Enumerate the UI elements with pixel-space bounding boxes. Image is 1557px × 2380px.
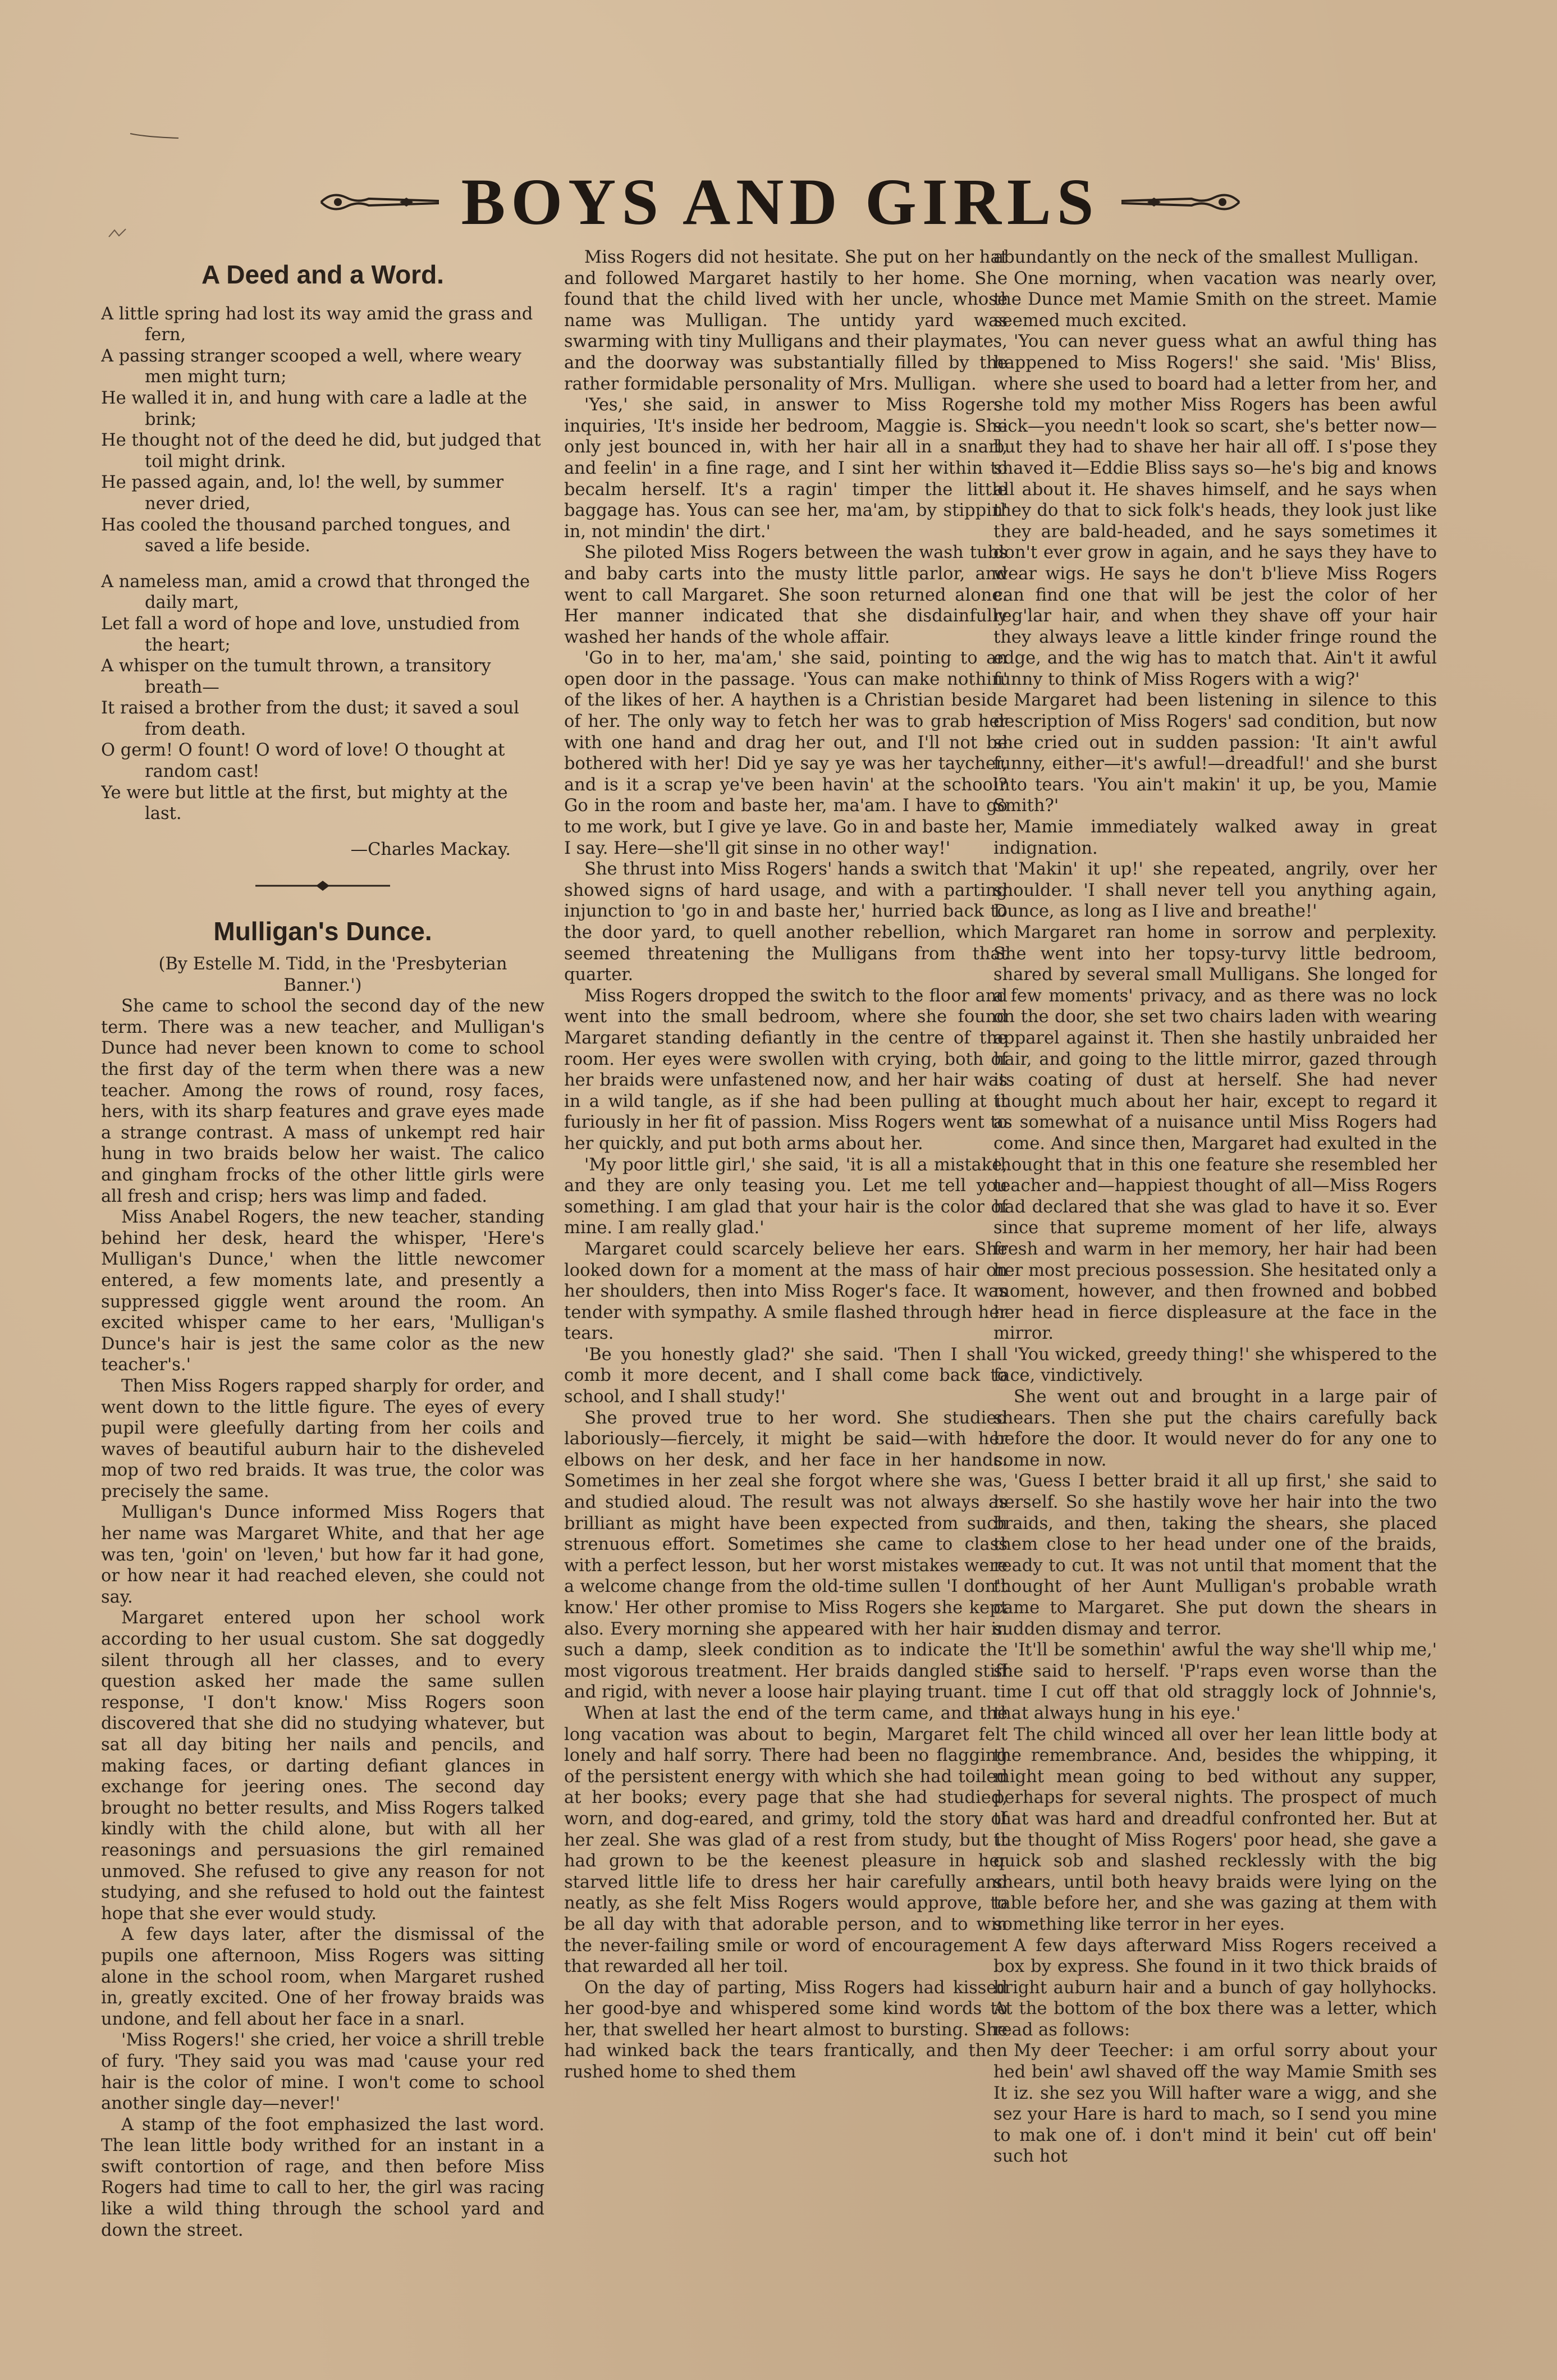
column-3: [993, 247, 1437, 2358]
story-title: Mulligan's Dunce.: [213, 917, 432, 946]
story-paragraph: Miss Rogers dropped the switch to the floor and went into the small bedroom, where she found Margaret standing defiantly in the centre of the room. Her eyes were swollen with crying, both of her braids were unfastened now, and her hair was in a wild tangle, as if she had been pulling at it furiously in her fit of passion. Miss Rogers went to her quickly, and put both arms about her.: [564, 986, 1008, 1154]
story-paragraph: 'My poor little girl,' she said, 'it is all a mistake, and they are only teasing you. Let me tell you something. I am glad that your hair is the color of mine. I am really glad.': [564, 1155, 1008, 1238]
story-paragraph: A few days later, after the dismissal of the pupils one afternoon, Miss Rogers was sitting alone in the school room, when Margaret rushed in, greatly excited. One of her froway braids was undone, and fell about her face in a snarl.: [101, 1925, 544, 2029]
right-flourish-ornament: [1116, 185, 1245, 219]
story-paragraph: 'You can never guess what an awful thing has happened to Miss Rogers!' she said. 'Mis' Bliss, where she used to board had a letter from her, and she told my mother Miss Rogers has been awful sick—you needn't look so scart, she's better now—but they had to shave her hair all off. I s'pose they shaved it—Eddie Bliss says so—he's big and knows all about it. He shaves himself, and he says when they do that to sick folk's heads, they look just like they are bald-headed, and he says sometimes it don't ever grow in again, and he says they have to wear wigs. He says he don't b'lieve Miss Rogers can find one that will be jest the color of her reg'lar hair, and when they shave off your hair they always leave a little kinder fringe round the edge, and the wig has to match that. Ain't it awful funny to think of Miss Rogers with a wig?': [993, 332, 1437, 689]
story-paragraph: 'Miss Rogers!' she cried, her voice a shrill treble of fury. 'They said you was mad 'cause your red hair is the color of mine. I won't come to school another single day—never!': [101, 2030, 544, 2114]
poem-stanza-2: [101, 571, 544, 825]
story-paragraph: She thrust into Miss Rogers' hands a switch that showed signs of hard usage, and with a parting injunction to 'go in and baste her,' hurried back to the door yard, to quell another rebellion, which seemed threatening the Mulligans from that quarter.: [564, 859, 1008, 985]
story-paragraph: My deer Teecher: i am orful sorry about your hed bein' awl shaved off the way Mamie Smith ses It iz. she sez you Will hafter ware a wigg, and she sez your Hare is hard to mach, so I send you mine to mak one of. i don't mind it bein' cut off bein' such hot: [993, 2041, 1437, 2167]
poem-line: He passed again, and, lo! the well, by summer never dried,: [101, 473, 504, 514]
left-flourish-ornament: [315, 185, 445, 219]
story-paragraph: Margaret ran home in sorrow and perplexity. She went into her topsy-turvy little bedroom, shared by several small Mulligans. She longed for a few moments' privacy, and as there was no lock on the door, she set two chairs laden with wearing apparel against it. Then she hastily unbraided her hair, and going to the little mirror, gazed through its coating of dust at herself. She had never thought much about her hair, except to regard it as somewhat of a nuisance until Miss Rogers had come. And since then, Margaret had exulted in the thought that in this one feature she resembled her teacher and—happiest thought of all—Miss Rogers had declared that she was glad to have it so. Ever since that supreme moment of her life, always fresh and warm in her memory, her hair had been her most precious possession. She hesitated only a moment, however, and then frowned and bobbed her head in fierce displeasure at the face in the mirror.: [993, 923, 1437, 1344]
story-paragraph: When at last the end of the term came, and the long vacation was about to begin, Margaret felt lonely and half sorry. There had been no flagging of the persistent energy with which she had toiled at her books; every page that she had studied, worn, and dog-eared, and grimy, told the story of her zeal. She was glad of a rest from study, but it had grown to be the keenest pleasure in her starved little life to dress her hair carefully and neatly, as she felt Miss Rogers would approve, to be all day with that adorable person, and to win the never-failing smile or word of encouragement that rewarded all her toil.: [564, 1703, 1008, 1977]
section-divider-ornament: [250, 879, 396, 893]
poem-stanza-1: [101, 304, 544, 557]
poem-title: A Deed and a Word.: [202, 260, 444, 289]
story-paragraph: 'Guess I better braid it all up first,' she said to herself. So she hastily wove her hair into the two braids, and then, taking the shears, she placed them close to her head under one of the braids, ready to cut. It was not until that moment that the thought of her Aunt Mulligan's probable wrath came to Margaret. She put down the shears in sudden dismay and terror.: [993, 1471, 1437, 1639]
story-paragraph: Mamie immediately walked away in great indignation.: [993, 817, 1437, 858]
poem-line: O germ! O fount! O word of love! O thought at random cast!: [101, 740, 505, 782]
story-paragraph: One morning, when vacation was nearly over, the Dunce met Mamie Smith on the street. Mamie seemed much excited.: [993, 268, 1437, 331]
story-paragraph: Miss Rogers did not hesitate. She put on her hat and followed Margaret hastily to her home. She found that the child lived with her uncle, whose name was Mulligan. The untidy yard was swarming with tiny Mulligans and their playmates, and the doorway was substantially filled by the rather formidable personality of Mrs. Mulligan.: [564, 248, 1008, 394]
story-paragraph: She proved true to her word. She studied laboriously—fiercely, it might be said—with her elbows on her desk, and her face in her hands. Sometimes in her zeal she forgot where she was, and studied aloud. The result was not always as brilliant as might have been expected from such strenuous effort. Sometimes she came to class with a perfect lesson, but her worst mistakes were a welcome change from the old-time sullen 'I don't know.' Her other promise to Miss Rogers she kept also. Every morning she appeared with her hair in such a damp, sleek condition as to indicate the most vigorous treatment. Her braids dangled stiff and rigid, with never a loose hair playing truant.: [564, 1408, 1008, 1702]
poem-line: A whisper on the tumult thrown, a transitory breath—: [101, 656, 491, 697]
story-paragraph: On the day of parting, Miss Rogers had kissed her good-bye and whispered some kind words to her, that swelled her heart almost to bursting. She had winked back the tears frantically, and then rushed home to shed them: [564, 1978, 1008, 2082]
column-1: [101, 253, 544, 2363]
poem-line: A nameless man, amid a crowd that thronged the daily mart,: [101, 571, 530, 613]
story-paragraph: Miss Anabel Rogers, the new teacher, standing behind her desk, heard the whisper, 'Here's Mulligan's Dunce,' when the little newcomer entered, a few moments late, and presently a suppressed giggle went around the room. An excited whisper came to her ears, 'Mulligan's Dunce's hair is jest the same color as the new teacher's.': [101, 1207, 544, 1375]
story-paragraph: 'Yes,' she said, in answer to Miss Rogers' inquiries, 'It's inside her bedroom, Maggie is. She only jest bounced in, with her hair all in a snarl, and feelin' in a fine rage, and I sint her within to becalm herself. It's a ragin' timper the little baggage has. Yous can see her, ma'am, by stippin' in, not mindin' the dirt.': [564, 395, 1008, 542]
story-paragraph: Margaret had been listening in silence to this description of Miss Rogers' sad condition, but now she cried out in sudden passion: 'It ain't awful funny, either—it's awful!—dreadful!' and she burst into tears. 'You ain't makin' it up, be you, Mamie Smith?': [993, 690, 1437, 816]
section-title: BOYS AND GIRLS: [461, 165, 1100, 239]
story-paragraph: Margaret could scarcely believe her ears. She looked down for a moment at the mass of hair on her shoulders, then into Miss Roger's face. It was tender with sympathy. A smile flashed through her tears.: [564, 1239, 1008, 1344]
poem-line: A little spring had lost its way amid the grass and fern,: [101, 304, 533, 345]
story-paragraph: She came to school the second day of the new term. There was a new teacher, and Mulligan's Dunce had never been known to come to school the first day of the term when there was a new teacher. Among the rows of round, rosy faces, hers, with its sharp features and grave eyes made a strange contrast. A mass of unkempt red hair hung in two braids below her waist. The calico and gingham frocks of the other little girls were all fresh and crisp; hers was limp and faded.: [101, 996, 544, 1206]
column-2: [564, 247, 1008, 2358]
story-paragraph: 'Be you honestly glad?' she said. 'Then I shall comb it more decent, and I shall come back to school, and I shall study!': [564, 1344, 1008, 1407]
story-paragraph: A stamp of the foot emphasized the last word. The lean little body writhed for an instant in a swift contortion of rage, and then before Miss Rogers had time to call to her, the girl was racing like a wild thing through the school yard and down the street.: [101, 2114, 544, 2240]
story-paragraph: Mulligan's Dunce informed Miss Rogers that her name was Margaret White, and that her age was ten, 'goin' on 'leven,' but how far it had gone, or how near it had reached eleven, she could not say.: [101, 1503, 544, 1607]
story-paragraph: She piloted Miss Rogers between the wash tubs and baby carts into the musty little parlor, and went to call Margaret. She soon returned alone. Her manner indicated that she disdainfully washed her hands of the whole affair.: [564, 543, 1008, 647]
story-paragraph: Margaret entered upon her school work according to her usual custom. She sat doggedly silent through all her classes, and to every question asked her made the same sullen response, 'I don't know.' Miss Rogers soon discovered that she did no studying whatever, but sat all day biting her nails and pencils, and making faces, or darting defiant glances in exchange for jeering ones. The second day brought no better results, and Miss Rogers talked kindly with the child alone, but with all her reasonings and persuasions the girl remained unmoved. She refused to give any reason for not studying, and she refused to hold out the faintest hope that she ever would study.: [101, 1608, 544, 1924]
story-paragraph: 'Go in to her, ma'am,' she said, pointing to an open door in the passage. 'Yous can make nothin' of the likes of her. A haythen is a Christian beside of her. The only way to fetch her was to grab her with one hand and drag her out, and I'll not be bothered with her! Did ye say ye was her taycher, and is it a scrap ye've been havin' at the school? Go in the room and baste her, ma'am. I have to go to me work, but I give ye lave. Go in and baste her, I say. Here—she'll git sinse in no other way!': [564, 648, 1008, 858]
story-paragraph: 'Makin' it up!' she repeated, angrily, over her shoulder. 'I shall never tell you anything again, Dunce, as long as I live and breathe!': [993, 859, 1437, 922]
poem-line: A passing stranger scooped a well, where weary men might turn;: [101, 346, 521, 387]
poem-line: It raised a brother from the dust; it saved a soul from death.: [101, 698, 519, 739]
poem-line: He walled it in, and hung with care a ladle at the brink;: [101, 388, 528, 429]
story-paragraph: abundantly on the neck of the smallest Mulligan.: [993, 248, 1419, 267]
story-paragraph: 'It'll be somethin' awful the way she'll whip me,' she said to herself. 'P'raps even worse than the time I cut off that old straggly lock of Johnnie's, that always hung in his eye.': [993, 1640, 1437, 1723]
poem-line: He thought not of the deed he did, but judged that toil might drink.: [101, 431, 541, 472]
printer-mark: [129, 129, 180, 140]
story-paragraph: 'You wicked, greedy thing!' she whispered to the face, vindictively.: [993, 1344, 1437, 1386]
story-paragraph: The child winced all over her lean little body at the remembrance. And, besides the whipping, it might mean going to bed without any supper, perhaps for several nights. The prospect of much that was hard and dreadful confronted her. But at the thought of Miss Rogers' poor head, she gave a quick sob and slashed recklessly with the big shears, until both heavy braids were lying on the table before her, and she was gazing at them with something like terror in her eyes.: [993, 1724, 1437, 1934]
ink-smudge: [107, 226, 129, 242]
story-paragraph: A few days afterward Miss Rogers received a box by express. She found in it two thick braids of bright auburn hair and a bunch of gay hollyhocks. At the bottom of the box there was a letter, which read as follows:: [993, 1935, 1437, 2040]
story-byline: (By Estelle M. Tidd, in the 'Presbyterian Banner.'): [158, 954, 507, 995]
poem-author: —Charles Mackay.: [350, 839, 511, 859]
story-paragraph: Then Miss Rogers rapped sharply for order, and went down to the little figure. The eyes of every pupil were gleefully darting from her coils and waves of beautiful auburn hair to the disheveled mop of two red braids. It was true, the color was precisely the same.: [101, 1376, 544, 1502]
masthead: [225, 163, 1336, 241]
story-paragraph: She went out and brought in a large pair of shears. Then she put the chairs carefully back before the door. It would never do for any one to come in now.: [993, 1387, 1437, 1470]
poem-line: Let fall a word of hope and love, unstudied from the heart;: [101, 614, 520, 655]
poem-line: Has cooled the thousand parched tongues, and saved a life beside.: [101, 515, 511, 556]
poem-line: Ye were but little at the first, but mighty at the last.: [101, 782, 508, 824]
